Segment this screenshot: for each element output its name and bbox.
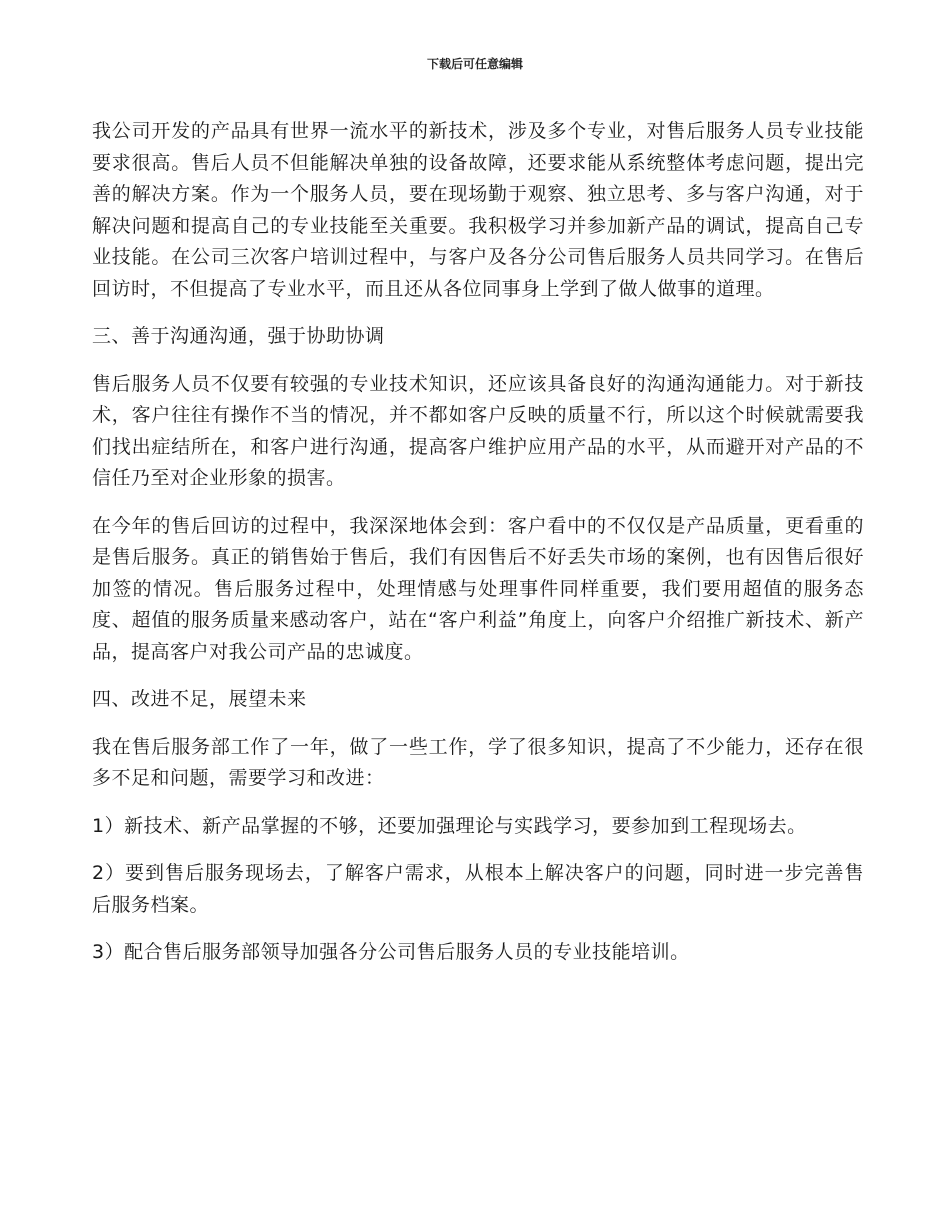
list-item-3: 3）配合售后服务部领导加强各分公司售后服务人员的专业技能培训。 [92,941,690,963]
paragraph-after-sales-visit: 在今年的售后回访的过程中，我深深地体会到：客户看中的不仅仅是产品质量，更看重的是售后服务。真正的销售始于售后，我们有因售后不好丢失市场的案例，也有因售后很好加签的情况。售后服务过程中，处理情感与处理事件同样重要，我们要用超值的服务态度、超值的服务质量来感动客户，站在“客户利益”角度上，向客户介绍推广新技术、新产品，提高客户对我公司产品的忠诚度。 [92,514,864,663]
section-heading-improvement: 四、改进不足，展望未来 [92,688,307,710]
list-item-1: 1）新技术、新产品掌握的不够，还要加强理论与实践学习，要参加到工程现场去。 [92,814,807,837]
section-heading-communication: 三、善于沟通沟通，强于协助协调 [92,325,385,347]
paragraph-improvement-intro: 我在售后服务部工作了一年，做了一些工作，学了很多知识，提高了不少能力，还存在很多不足和问题，需要学习和改进： [92,735,864,789]
document-body [92,116,864,985]
page-header: 下载后可任意编辑 [426,57,523,71]
paragraph-communication: 售后服务人员不仅要有较强的专业技术知识，还应该具备良好的沟通沟通能力。对于新技术，客户往往有操作不当的情况，并不都如客户反映的质量不行，所以这个时候就需要我们找出症结所在，和客户进行沟通，提高客户维护应用产品的水平，从而避开对产品的不信任乃至对企业形象的损害。 [92,372,864,489]
paragraph-professional-skills: 我公司开发的产品具有世界一流水平的新技术，涉及多个专业，对售后服务人员专业技能要求很高。售后人员不但能解决单独的设备故障，还要求能从系统整体考虑问题，提出完善的解决方案。作为一个服务人员，要在现场勤于观察、独立思考、多与客户沟通，对于解决问题和提高自己的专业技能至关重要。我积极学习并参加新产品的调试，提高自己专业技能。在公司三次客户培训过程中，与客户及各分公司售后服务人员共同学习。在售后回访时，不但提高了专业水平，而且还从各位同事身上学到了做人做事的道理。 [92,120,864,300]
list-item-2: 2）要到售后服务现场去，了解客户需求，从根本上解决客户的问题，同时进一步完善售后服务档案。 [92,862,864,916]
